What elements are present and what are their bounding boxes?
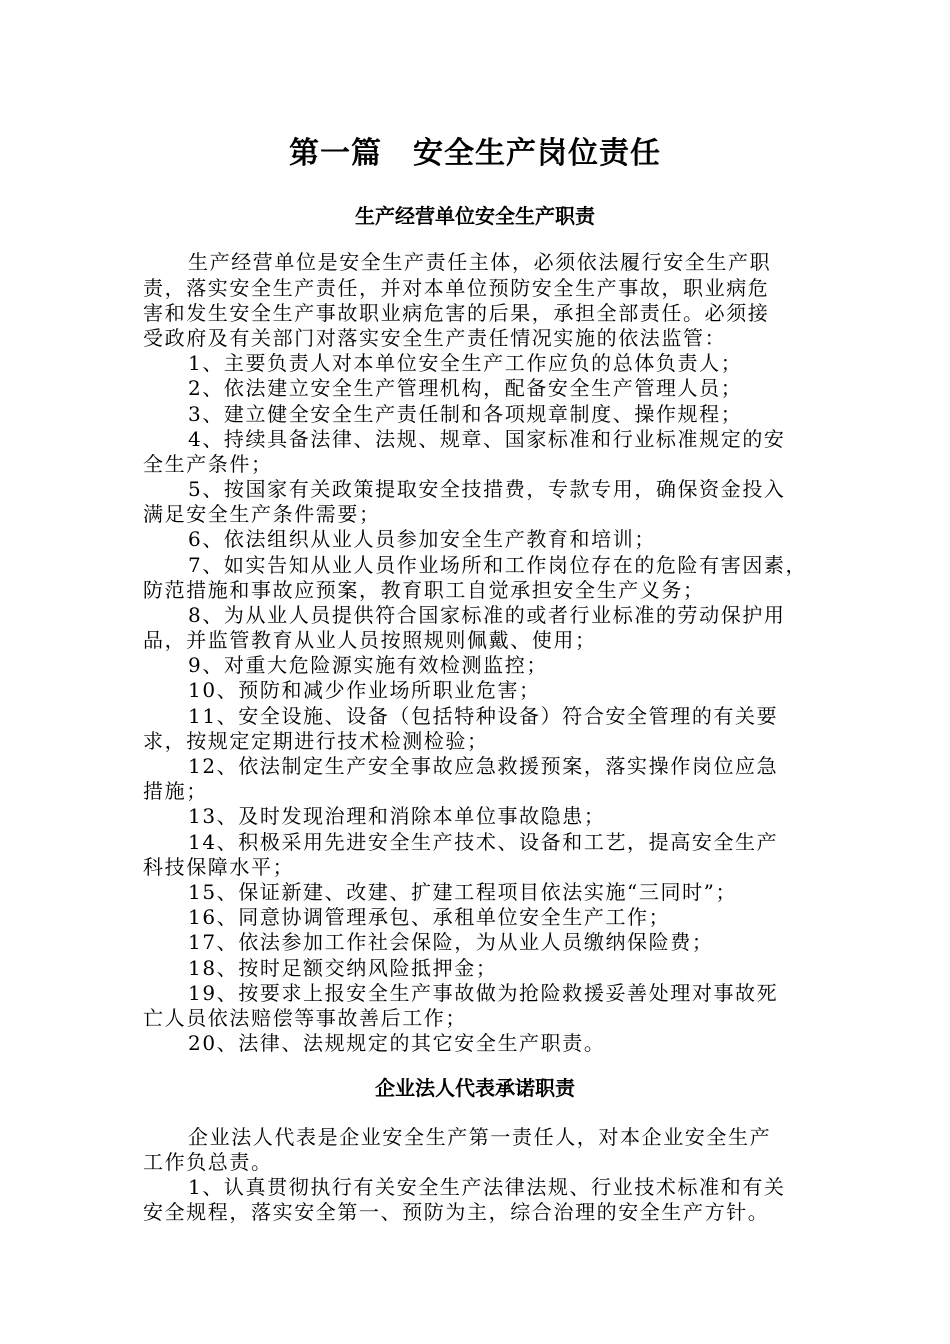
list-item-continuation: 安全规程，落实安全第一、预防为主，综合治理的安全生产方针。 — [143, 1200, 770, 1224]
list-item-continuation: 科技保障水平； — [143, 855, 295, 879]
list-item: 10、预防和减少作业场所职业危害； — [188, 678, 541, 702]
paragraph-line: 企业法人代表是企业安全生产第一责任人，对本企业安全生产 — [188, 1125, 772, 1149]
section-heading: 企业法人代表承诺职责 — [375, 1076, 575, 1100]
list-item: 17、依法参加工作社会保险，为从业人员缴纳保险费； — [188, 930, 714, 954]
list-item: 15、保证新建、改建、扩建工程项目依法实施“三同时”； — [188, 880, 738, 904]
list-item: 14、积极采用先进安全生产技术、设备和工艺，提高安全生产 — [188, 830, 779, 854]
list-item: 13、及时发现治理和消除本单位事故隐患； — [188, 804, 606, 828]
paragraph-line: 工作负总责。 — [143, 1150, 273, 1174]
page-title: 第一篇 安全生产岗位责任 — [289, 136, 661, 171]
paragraph-line: 害和发生安全生产事故职业病危害的后果，承担全部责任。必须接 — [143, 301, 770, 325]
list-item-continuation: 防范措施和事故应预案，教育职工自觉承担安全生产义务； — [143, 578, 705, 602]
list-item: 19、按要求上报安全生产事故做为抢险救援妥善处理对事故死 — [188, 981, 779, 1005]
list-item: 18、按时足额交纳风险抵押金； — [188, 956, 498, 980]
list-item-continuation: 求，按规定定期进行技术检测检验； — [143, 729, 489, 753]
list-item: 12、依法制定生产安全事故应急救援预案，落实操作岗位应急 — [188, 754, 779, 778]
list-item-continuation: 全生产条件； — [143, 452, 273, 476]
list-item-continuation: 品，并监管教育从业人员按照规则佩戴、使用； — [143, 628, 597, 652]
paragraph-line: 生产经营单位是安全生产责任主体，必须依法履行安全生产职 — [188, 250, 772, 274]
list-item: 1、主要负责人对本单位安全生产工作应负的总体负责人； — [188, 351, 743, 375]
list-item: 3、建立健全安全生产责任制和各项规章制度、操作规程； — [188, 402, 743, 426]
list-item: 7、如实告知从业人员作业场所和工作岗位存在的危险有害因素， — [188, 553, 808, 577]
list-item: 11、安全设施、设备（包括特种设备）符合安全管理的有关要 — [188, 704, 779, 728]
list-item: 8、为从业人员提供符合国家标准的或者行业标准的劳动保护用 — [188, 603, 786, 627]
list-item: 4、持续具备法律、法规、规章、国家标准和行业标准规定的安 — [188, 427, 786, 451]
list-item-continuation: 措施； — [143, 779, 208, 803]
list-item: 5、按国家有关政策提取安全技措费，专款专用，确保资金投入 — [188, 477, 786, 501]
list-item-continuation: 亡人员依法赔偿等事故善后工作； — [143, 1006, 467, 1030]
list-item: 16、同意协调管理承包、承租单位安全生产工作； — [188, 905, 671, 929]
section-heading: 生产经营单位安全生产职责 — [355, 204, 595, 228]
list-item: 6、依法组织从业人员参加安全生产教育和培训； — [188, 527, 656, 551]
list-item: 20、法律、法规规定的其它安全生产职责。 — [188, 1031, 606, 1055]
list-item: 2、依法建立安全生产管理机构，配备安全生产管理人员； — [188, 376, 743, 400]
paragraph-line: 责，落实安全生产责任，并对本单位预防安全生产事故，职业病危 — [143, 276, 770, 300]
list-item-continuation: 满足安全生产条件需要； — [143, 502, 381, 526]
list-item: 9、对重大危险源实施有效检测监控； — [188, 653, 548, 677]
paragraph-line: 受政府及有关部门对落实安全生产责任情况实施的依法监管： — [143, 326, 727, 350]
list-item: 1、认真贯彻执行有关安全生产法律法规、行业技术标准和有关 — [188, 1175, 786, 1199]
